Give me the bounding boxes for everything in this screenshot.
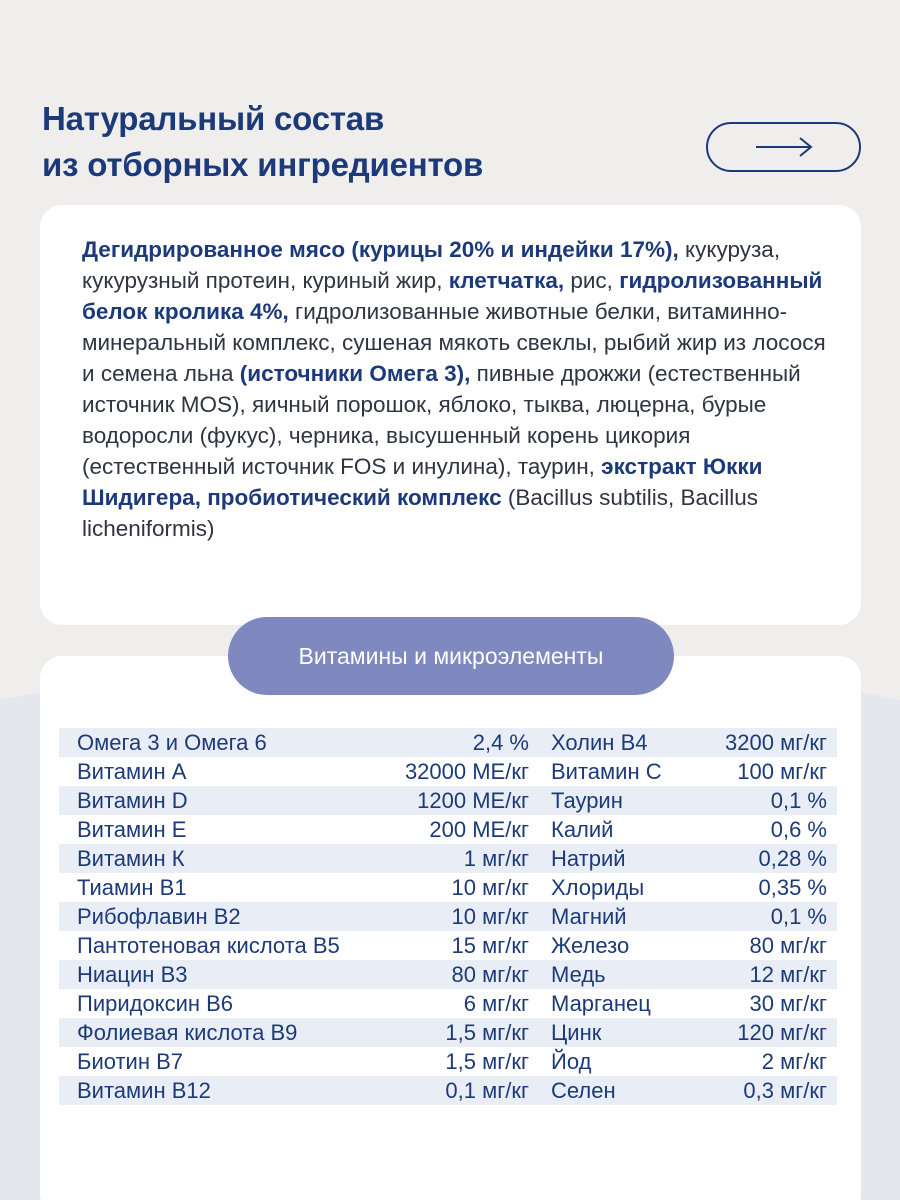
nutrient-name: Пантотеновая кислота В5 — [77, 932, 340, 958]
nutrient-name: Железо — [551, 932, 630, 958]
table-row — [59, 1047, 837, 1076]
nutrient-value: 0,35 % — [758, 874, 827, 900]
nutrient-value: 120 мг/кг — [737, 1019, 827, 1045]
composition-bold-segment: клетчатка, — [448, 268, 565, 293]
nutrient-value: 2,4 % — [472, 729, 529, 755]
composition-bold-segment: (источники Омега 3), — [239, 361, 471, 386]
nutrient-name: Хлориды — [551, 874, 645, 900]
nutrient-value: 32000 МЕ/кг — [404, 758, 529, 784]
nutrient-name: Тиамин В1 — [77, 874, 187, 900]
nutrient-name: Биотин В7 — [77, 1048, 184, 1074]
composition-segment: гидролизованные животные белки, витаминно-минеральный комплекс, сушеная мякоть свеклы, рыбий жир из лосося и семена льна — [82, 299, 826, 386]
nutrient-name: Цинк — [551, 1019, 602, 1045]
nutrient-name: Пиридоксин В6 — [77, 990, 234, 1016]
table-row — [59, 902, 837, 931]
composition-segment: пивные дрожжи (естественный источник MOS), яичный порошок, яблоко, тыква, люцерна, бурые водоросли (фукус), черника, высушенный корень цикория (естественный источник FOS и инулина), таурин, — [82, 361, 801, 479]
nutrient-value: 1,5 мг/кг — [445, 1019, 529, 1045]
nutrient-name: Медь — [551, 961, 606, 987]
nutrient-name: Таурин — [551, 787, 623, 813]
table-row — [59, 960, 837, 989]
nutrient-value: 1 мг/кг — [463, 845, 529, 871]
nutrient-value: 0,1 мг/кг — [445, 1077, 529, 1103]
page-title — [42, 96, 483, 188]
nutrient-name: Холин В4 — [551, 729, 648, 755]
composition-segment: (Bacillus subtilis, Bacillus licheniformis) — [82, 485, 758, 541]
nutrient-name: Селен — [551, 1077, 616, 1103]
nutrient-name: Витамин В12 — [77, 1077, 211, 1103]
nutrient-value: 1200 МЕ/кг — [417, 787, 529, 813]
title-line-2: из отборных ингредиентов — [42, 146, 484, 183]
table-row — [59, 873, 837, 902]
nutrient-value: 1,5 мг/кг — [445, 1048, 529, 1074]
nutrient-value: 200 МЕ/кг — [429, 816, 529, 842]
table-row — [59, 815, 837, 844]
composition-bold-segment: гидролизованный белок кролика 4%, — [82, 268, 823, 324]
nutrient-name: Йод — [551, 1048, 592, 1074]
composition-text — [82, 234, 842, 544]
table-row — [59, 931, 837, 960]
nutrient-value: 100 мг/кг — [737, 758, 827, 784]
nutrient-name: Марганец — [551, 990, 651, 1016]
next-button[interactable] — [706, 122, 861, 172]
nutrient-name: Фолиевая кислота В9 — [77, 1019, 298, 1045]
nutrient-name: Витамин С — [551, 758, 662, 784]
table-row — [59, 844, 837, 873]
nutrient-value: 80 мг/кг — [451, 961, 529, 987]
table-row — [59, 786, 837, 815]
vitamins-heading-pill: Витамины и микроэлементы — [228, 617, 674, 695]
composition-bold-segment: Дегидрированное мясо (курицы 20% и индейки 17%), — [82, 237, 679, 262]
nutrient-value: 0,1 % — [770, 903, 827, 929]
composition-segment: кукуруза, кукурузный протеин, куриный жир, — [82, 237, 781, 293]
nutrient-value: 80 мг/кг — [749, 932, 827, 958]
nutrient-name: Ниацин В3 — [77, 961, 188, 987]
nutrient-value: 0,1 % — [770, 787, 827, 813]
nutrient-value: 0,3 мг/кг — [743, 1077, 827, 1103]
title-line-1: Натуральный состав — [42, 100, 385, 137]
nutrient-value: 12 мг/кг — [749, 961, 827, 987]
table-row — [59, 757, 837, 786]
nutrient-name: Витамин D — [77, 787, 188, 813]
arrow-right-icon — [754, 135, 814, 159]
nutrient-name: Омега 3 и Омега 6 — [77, 729, 267, 755]
composition-bold-segment: экстракт Юкки Шидигера, пробиотический комплекс — [82, 454, 763, 510]
table-row — [59, 1018, 837, 1047]
nutrient-name: Витамин А — [77, 758, 187, 784]
nutrient-value: 3200 мг/кг — [725, 729, 827, 755]
nutrient-value: 6 мг/кг — [463, 990, 529, 1016]
nutrient-name: Рибофлавин В2 — [77, 903, 241, 929]
nutrient-name: Витамин К — [77, 845, 185, 871]
nutrient-name: Натрий — [551, 845, 626, 871]
table-row — [59, 1076, 837, 1105]
nutrient-name: Калий — [551, 816, 614, 842]
nutrient-value: 10 мг/кг — [451, 874, 529, 900]
table-row — [59, 728, 837, 757]
nutrient-value: 10 мг/кг — [451, 903, 529, 929]
nutrient-value: 0,28 % — [758, 845, 827, 871]
nutrient-value: 15 мг/кг — [451, 932, 529, 958]
composition-segment: рис, — [564, 268, 620, 293]
nutrient-value: 2 мг/кг — [761, 1048, 827, 1074]
nutrient-value: 30 мг/кг — [749, 990, 827, 1016]
table-row — [59, 989, 837, 1018]
nutrient-name: Витамин Е — [77, 816, 187, 842]
nutrient-name: Магний — [551, 903, 627, 929]
nutrient-value: 0,6 % — [770, 816, 827, 842]
vitamins-table — [59, 728, 837, 1105]
